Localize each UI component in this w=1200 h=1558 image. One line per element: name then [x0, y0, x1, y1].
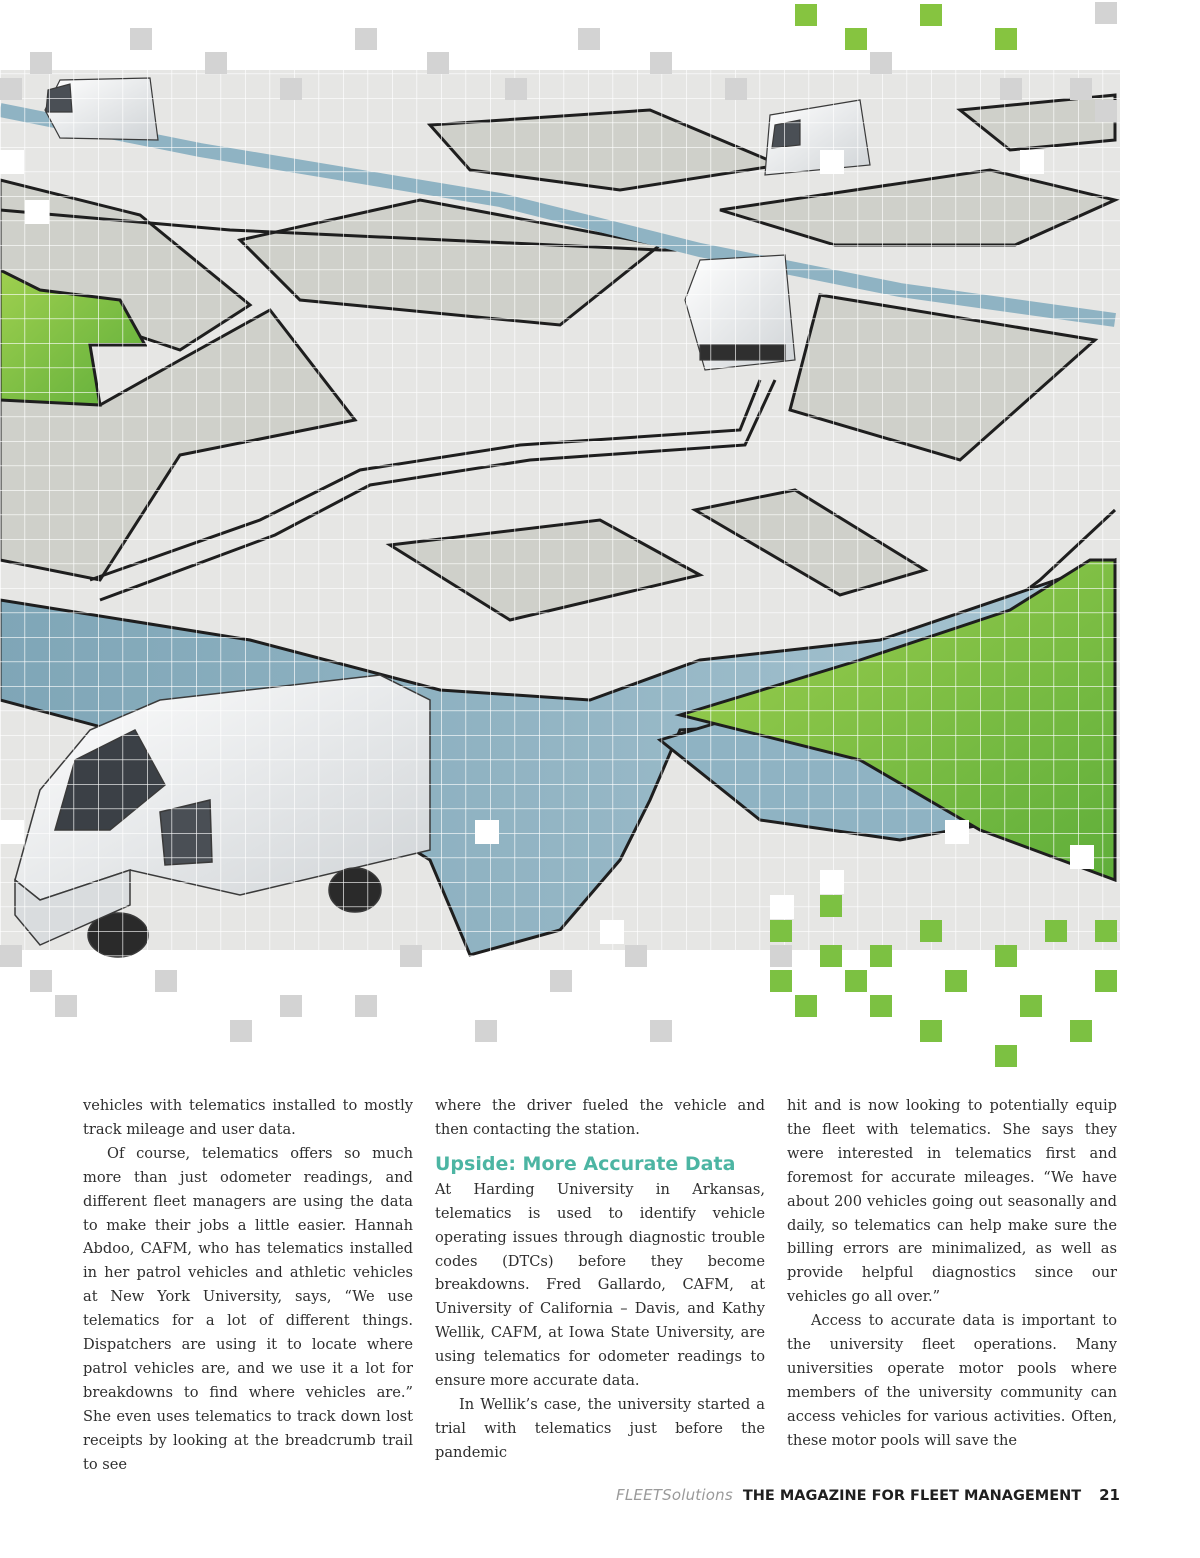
paragraph: where the driver fueled the vehicle and then contacting the station. — [435, 1097, 765, 1138]
paragraph: hit and is now looking to potentially equip the fleet with telematics. She says they were interested in telematics first and foremost for accurate mileages. “We have about 200 vehicles going out seasonally and daily, so telematics can help make sure the billing errors are minimalized, as well as provide helpful diagnostics since our vehicles go all over.” — [787, 1097, 1117, 1306]
paragraph: Of course, telematics offers so much more than just odometer readings, and different fleet managers are using the data to make their jobs a little easier. Hannah Abdoo, CAFM, who has telematics installed in her patrol vehicles and athletic vehicles at New York University, says, “We use telematics for a lot of different things. Dispatchers are using it to locate where patrol vehicles are, and we use it a lot for breakdowns to find where vehicles are.” She even uses telematics to track down lost receipts by looking at the breadcrumb trail to see — [83, 1144, 413, 1473]
magazine-brand: FLEETSolutions — [616, 1486, 733, 1504]
page-footer — [616, 1486, 1120, 1506]
section-heading: Upside: More Accurate Data — [435, 1152, 736, 1175]
magazine-tagline: THE MAGAZINE FOR FLEET MANAGEMENT — [742, 1488, 1082, 1504]
page-number: 21 — [1099, 1486, 1120, 1504]
paragraph: vehicles with telematics installed to mostly track mileage and user data. — [83, 1097, 413, 1138]
article-column-2 — [435, 1094, 765, 1465]
article-column-1 — [83, 1094, 413, 1477]
paragraph: In Wellik’s case, the university started a trial with telematics just before the pandemic — [435, 1395, 765, 1461]
paragraph: At Harding University in Arkansas, telematics is used to identify vehicle operating issues through diagnostic trouble codes (DTCs) before they become breakdowns. Fred Gallardo, CAFM, at University of California – Davis, and Kathy Wellik, CAFM, at Iowa State University, are using telematics for odometer readings to ensure more accurate data. — [435, 1180, 765, 1390]
article-column-3 — [787, 1094, 1117, 1453]
paragraph: Access to accurate data is important to the university fleet operations. Many universities operate motor pools where members of the university community can access vehicles for various activities. Often, these motor pools will save the — [787, 1312, 1117, 1449]
